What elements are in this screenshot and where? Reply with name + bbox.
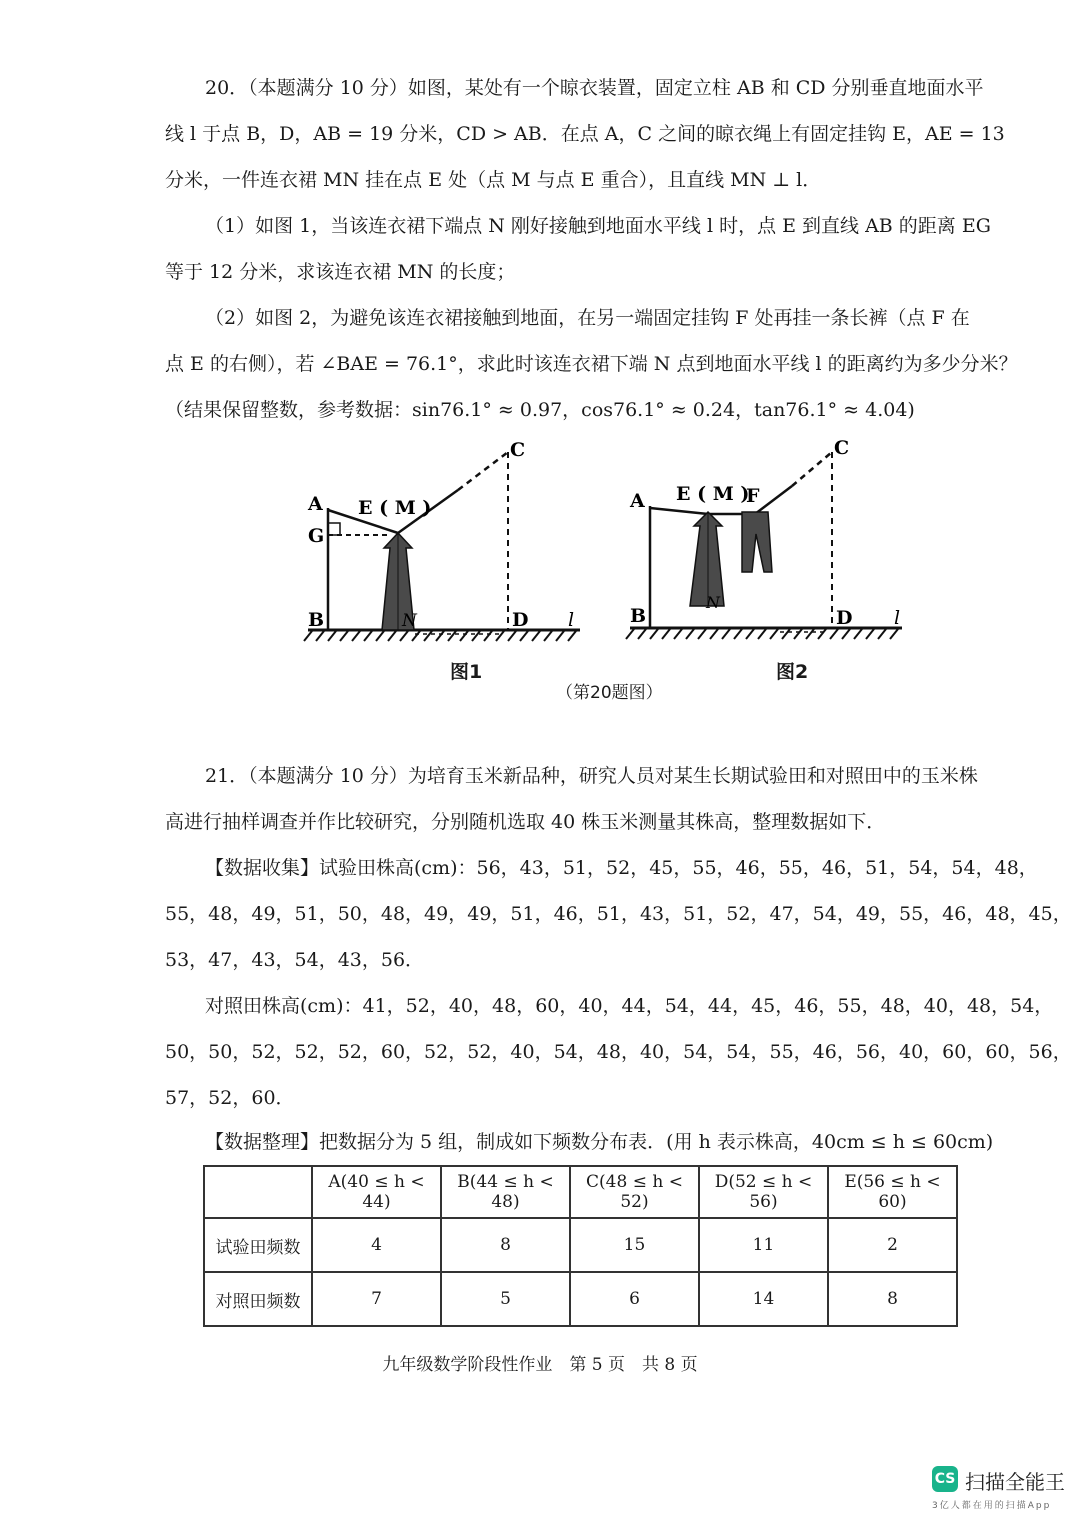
q20-line-5: 等于 12 分米，求该连衣裙 MN 的长度； xyxy=(165,261,516,283)
watermark-name: 扫描全能王 xyxy=(965,1470,1065,1494)
table-row xyxy=(204,1272,957,1326)
fig1-label-B: B xyxy=(308,609,325,631)
q21-line-6: 对照田株高(cm)：41，52，40，48，60，40，44，54，44，45，46，55，48，40，48，54， xyxy=(205,995,1054,1017)
q20-line-3: 分米，一件连衣裙 MN 挂在点 E 处（点 M 与点 E 重合），且直线 MN ⊥ l． xyxy=(165,169,822,191)
row-label-control: 对照田频数 xyxy=(204,1272,312,1326)
q20-line-2: 线 l 于点 B，D，AB = 19 分米，CD > AB．在点 A，C 之间的晾衣绳上有固定挂钩 E，AE = 13 xyxy=(165,123,1005,145)
fig2-label-B: B xyxy=(630,605,647,627)
table-header-C: C(48 ≤ h < 52) xyxy=(570,1166,699,1218)
figure-1 xyxy=(290,430,600,650)
q20-line-6: （2）如图 2，为避免该连衣裙接触到地面，在另一端固定挂钩 F 处再挂一条长裤（点 F 在 xyxy=(205,307,970,329)
table-cell: 2 xyxy=(828,1218,957,1272)
q20-line-1: 20．（本题满分 10 分）如图，某处有一个晾衣装置，固定立柱 AB 和 CD 分别垂直地面水平 xyxy=(205,77,984,99)
table-header-E: E(56 ≤ h < 60) xyxy=(828,1166,957,1218)
table-header-A: A(40 ≤ h < 44) xyxy=(312,1166,441,1218)
fig2-label-EM: E ( M ) xyxy=(676,483,750,505)
fig2-label-N: N xyxy=(706,593,720,612)
fig2-label-F: F xyxy=(746,485,760,507)
fig1-label-N: N xyxy=(402,611,417,631)
table-cell: 4 xyxy=(312,1218,441,1272)
table-cell: 7 xyxy=(312,1272,441,1326)
fig1-label-G: G xyxy=(308,525,325,547)
fig2-label-A: A xyxy=(630,490,645,512)
table-header-D: D(52 ≤ h < 56) xyxy=(699,1166,828,1218)
fig1-label-C: C xyxy=(510,439,526,461)
table-header-B: B(44 ≤ h < 48) xyxy=(441,1166,570,1218)
q21-line-1: 21．（本题满分 10 分）为培育玉米新品种，研究人员对某生长期试验田和对照田中的玉米株 xyxy=(205,765,978,787)
q20-line-7: 点 E 的右侧），若 ∠BAE = 76.1°，求此时该连衣裙下端 N 点到地面水平线 l 的距离约为多少分米？ xyxy=(165,353,1018,375)
q21-line-9: 【数据整理】把数据分为 5 组，制成如下频数分布表．(用 h 表示株高，40cm ≤ h ≤ 60cm) xyxy=(205,1131,994,1153)
table-header-empty xyxy=(204,1166,312,1218)
figure-2 xyxy=(620,430,920,650)
frequency-table xyxy=(203,1165,958,1327)
q21-line-3: 【数据收集】试验田株高(cm)：56，43，51，52，45，55，46，55，46，51，54，54，48， xyxy=(205,857,1038,879)
table-cell: 5 xyxy=(441,1272,570,1326)
q21-line-4: 55，48，49，51，50，48，49，49，51，46，51，43，51，52，47，54，49，55，46，48，45， xyxy=(165,903,1072,925)
q21-line-8: 57，52，60． xyxy=(165,1087,295,1109)
table-row xyxy=(204,1218,957,1272)
q21-line-5: 53，47，43，54，43，56． xyxy=(165,949,425,971)
fig1-label-l: l xyxy=(568,609,575,631)
fig1-caption: 图1 xyxy=(450,661,483,683)
fig2-label-D: D xyxy=(836,607,853,629)
q20-line-4: （1）如图 1，当该连衣裙下端点 N 刚好接触到地面水平线 l 时，点 E 到直线 AB 的距离 EG xyxy=(205,215,991,237)
fig2-label-C: C xyxy=(834,437,850,459)
camscanner-logo-icon: CS xyxy=(932,1466,958,1492)
q20-line-8: （结果保留整数，参考数据：sin76.1° ≈ 0.97，cos76.1° ≈ 0.24，tan76.1° ≈ 4.04) xyxy=(165,399,915,421)
table-cell: 8 xyxy=(828,1272,957,1326)
fig2-label-l: l xyxy=(894,607,901,629)
row-label-trial: 试验田频数 xyxy=(204,1218,312,1272)
fig1-label-A: A xyxy=(308,493,323,515)
q21-line-2: 高进行抽样调查并作比较研究，分别随机选取 40 株玉米测量其株高，整理数据如下． xyxy=(165,811,886,833)
fig1-label-EM: E ( M ) xyxy=(358,497,432,519)
table-cell: 6 xyxy=(570,1272,699,1326)
page-footer: 九年级数学阶段性作业 第 5 页 共 8 页 xyxy=(382,1355,698,1375)
q21-line-7: 50，50，52，52，52，60，52，52，40，54，48，40，54，54，55，46，56，40，60，60，56， xyxy=(165,1041,1072,1063)
fig2-caption: 图2 xyxy=(776,661,809,683)
table-cell: 14 xyxy=(699,1272,828,1326)
watermark-subtitle: 3亿人都在用的扫描App xyxy=(932,1501,1052,1511)
fig1-label-D: D xyxy=(512,609,529,631)
table-cell: 11 xyxy=(699,1218,828,1272)
table-cell: 15 xyxy=(570,1218,699,1272)
table-cell: 8 xyxy=(441,1218,570,1272)
table-header-row xyxy=(204,1166,957,1218)
figure-caption: （第20题图） xyxy=(556,683,663,703)
